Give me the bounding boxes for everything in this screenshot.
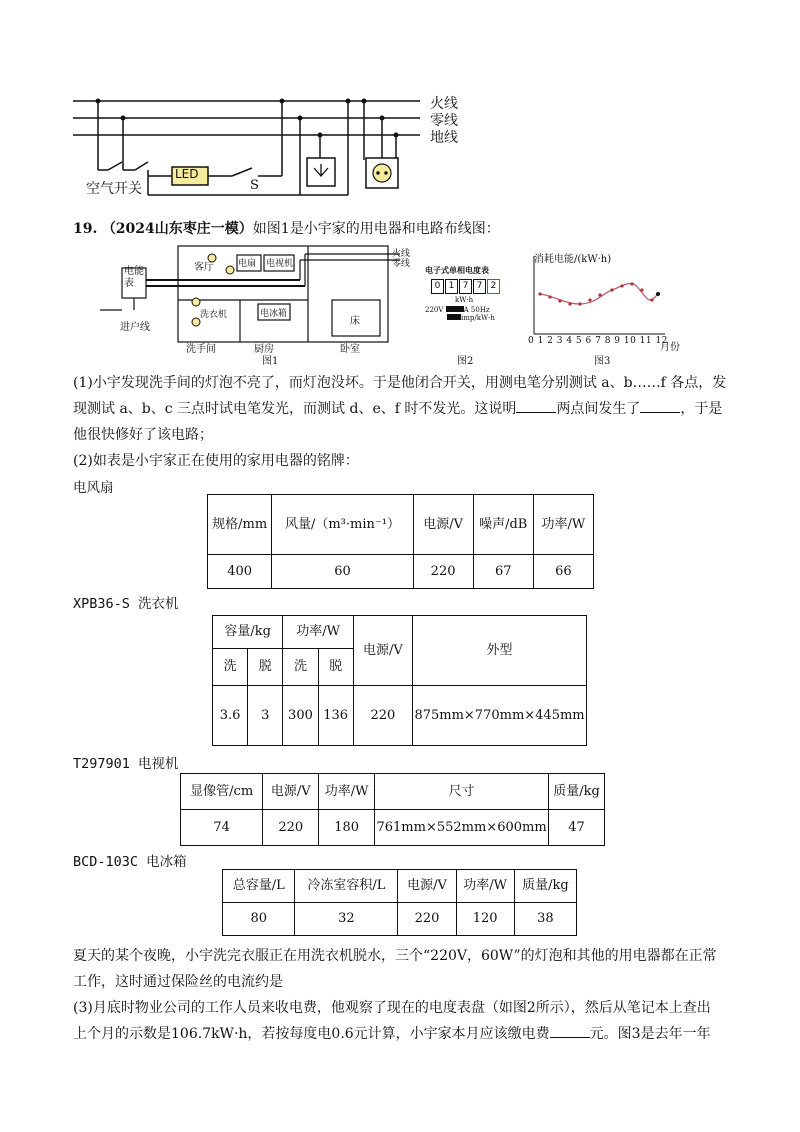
meter-title: 电子式单相电度表 <box>425 266 489 275</box>
tv-cell-size: 761mm×552mm×600mm <box>375 810 549 846</box>
fridge-cell-mass: 38 <box>514 903 576 936</box>
living-room-label: 客厅 <box>194 262 214 273</box>
tv-label: T297901 电视机 <box>73 756 179 772</box>
meter-spec3: imp/kW·h <box>461 314 495 322</box>
fridge-table <box>222 869 577 936</box>
washer-sub-spin-capacity: 脱 <box>248 649 283 686</box>
part1-text-b: 两点间发生了 <box>556 401 641 417</box>
tv-header-power: 功率/W <box>319 774 375 810</box>
washer-sub-spin-power: 脱 <box>318 649 353 686</box>
kitchen-label: 厨房 <box>254 344 274 355</box>
summer-line1: 夏天的某个夜晚，小宇洗完衣服正在用洗衣机脱水，三个“220V，60W”的灯泡和其他的用电器都在正常 <box>73 948 717 964</box>
chart-ticks: 0 1 2 3 4 5 6 7 8 9 10 11 12 <box>528 336 668 346</box>
fan-cell-noise: 67 <box>473 555 533 589</box>
summer-line2: 工作，这时通过保险丝的电流约是 <box>73 974 283 990</box>
fan-cell-airflow: 60 <box>272 555 413 589</box>
fire-line-label: 火线 <box>430 96 458 112</box>
fridge-header-capacity: 总容量/L <box>223 870 295 903</box>
answer-blank-3[interactable] <box>550 1023 590 1038</box>
fridge-cell-freezer: 32 <box>295 903 398 936</box>
part1-text-a: 现测试 a、b、c 三点时试电笔发光，而测试 d、e、f 时不发光。这说明 <box>73 401 517 417</box>
chart-xlabel: 月份 <box>660 342 680 353</box>
fan-header-power: 功率/W <box>533 495 593 555</box>
ground-line-label: 地线 <box>430 130 458 146</box>
figure2-meter <box>425 265 505 335</box>
figure3-chart <box>520 250 690 350</box>
washer-cell-shape: 875mm×770mm×445mm <box>413 686 587 746</box>
bed-label: 床 <box>350 316 360 327</box>
question-number: 19. <box>73 221 98 237</box>
washer-sub-wash-power: 洗 <box>283 649 318 686</box>
washer-header-shape: 外型 <box>413 616 587 686</box>
tv-cell-tube: 74 <box>181 810 263 846</box>
washer-label: XPB36-S 洗衣机 <box>73 596 179 612</box>
part3-text-b: 元。图3是去年一年 <box>589 1026 711 1042</box>
figure3-caption: 图3 <box>594 356 611 367</box>
part3-line1: (3)月底时物业公司的工作人员来收电费，他观察了现在的电度表盘（如图2所示），然后从笔记本上查出 <box>73 1000 711 1016</box>
washer-header-power: 功率/W <box>283 616 353 649</box>
inlet-label: 进户线 <box>120 322 150 333</box>
fan-cell-spec: 400 <box>208 555 272 589</box>
switch-s-label: S <box>250 178 259 193</box>
meter-digit: 0 <box>431 279 444 294</box>
tv-cell-supply: 220 <box>263 810 319 846</box>
fridge-header-freezer: 冷冻室容积/L <box>295 870 398 903</box>
question-intro: 如图1是小宇家的用电器和电路布线图： <box>252 221 500 237</box>
meter-digit: 7 <box>473 279 486 294</box>
part2-intro: (2)如表是小宇家正在使用的家用电器的铭牌： <box>73 453 359 469</box>
fan-header-supply: 电源/V <box>413 495 473 555</box>
meter-digit: 7 <box>459 279 472 294</box>
meter-label: 电能表 <box>124 266 144 289</box>
part1-text-c: ，于是 <box>680 401 723 417</box>
part1-line3: 他很快修好了该电路； <box>73 427 213 443</box>
fridge-header-power: 功率/W <box>456 870 514 903</box>
bathroom-label: 洗手间 <box>186 344 216 355</box>
tv-table <box>180 773 605 846</box>
tv-header-mass: 质量/kg <box>549 774 605 810</box>
fridge-header-mass: 质量/kg <box>514 870 576 903</box>
washer-fig-label: 洗衣机 <box>200 310 228 320</box>
neutral-line-label: 零线 <box>430 113 458 129</box>
fan-cell-supply: 220 <box>413 555 473 589</box>
part1-line1: (1)小宇发现洗手间的灯泡不亮了，而灯泡没坏。于是他闭合开关，用测电笔分别测试 a、b……f 各点，发 <box>73 375 727 391</box>
chart-ylabel: 消耗电能/(kW·h) <box>534 254 612 265</box>
washer-table <box>212 615 587 746</box>
neutral-fig-label: 零线 <box>392 259 411 269</box>
tv-header-supply: 电源/V <box>263 774 319 810</box>
air-switch-label: 空气开关 <box>86 181 142 197</box>
fridge-label: BCD-103C 电冰箱 <box>73 854 187 870</box>
washer-cell-wash-power: 300 <box>283 686 318 746</box>
washer-header-capacity: 容量/kg <box>213 616 283 649</box>
tv-header-size: 尺寸 <box>375 774 549 810</box>
bedroom-label: 卧室 <box>340 344 360 355</box>
fridge-cell-supply: 220 <box>398 903 456 936</box>
washer-header-supply: 电源/V <box>353 616 412 686</box>
meter-digit: 2 <box>487 279 500 294</box>
part1-line2 <box>73 396 733 422</box>
fire-fig-label: 火线 <box>392 249 411 259</box>
fan-fig-label: 电扇 <box>238 259 257 269</box>
fan-header-spec: 规格/mm <box>208 495 272 555</box>
tv-cell-mass: 47 <box>549 810 605 846</box>
washer-cell-wash-capacity: 3.6 <box>213 686 248 746</box>
question-header <box>73 218 500 238</box>
tv-cell-power: 180 <box>319 810 375 846</box>
figure1-caption: 图1 <box>262 356 279 367</box>
part3-line2 <box>73 1021 733 1047</box>
tv-fig-label: 电视机 <box>266 259 294 269</box>
washer-cell-spin-capacity: 3 <box>248 686 283 746</box>
part3-text-a: 上个月的示数是106.7kW·h，若按每度电0.6元计算，小宇家本月应该缴电费 <box>73 1026 550 1042</box>
question-source: （2024山东枣庄一模） <box>101 221 253 237</box>
tv-header-tube: 显像管/cm <box>181 774 263 810</box>
fan-label: 电风扇 <box>73 480 114 496</box>
meter-digits <box>431 279 505 294</box>
fan-cell-power: 66 <box>533 555 593 589</box>
fridge-fig-label: 电冰箱 <box>260 309 288 319</box>
fridge-cell-capacity: 80 <box>223 903 295 936</box>
fan-header-airflow: 风量/（m³·min⁻¹） <box>272 495 413 555</box>
fridge-cell-power: 120 <box>456 903 514 936</box>
answer-blank-2[interactable] <box>640 398 680 413</box>
meter-spec1: 220V <box>425 306 444 314</box>
answer-blank-1[interactable] <box>516 398 556 413</box>
led-label: LED <box>175 167 199 181</box>
fan-header-noise: 噪声/dB <box>473 495 533 555</box>
washer-cell-spin-power: 136 <box>318 686 353 746</box>
fan-table <box>207 494 594 589</box>
washer-cell-supply: 220 <box>353 686 412 746</box>
meter-unit: kW·h <box>455 296 474 304</box>
meter-spec2: A 50Hz <box>463 306 490 314</box>
figure2-caption: 图2 <box>457 356 474 367</box>
fridge-header-supply: 电源/V <box>398 870 456 903</box>
meter-digit: 1 <box>445 279 458 294</box>
washer-sub-wash-capacity: 洗 <box>213 649 248 686</box>
